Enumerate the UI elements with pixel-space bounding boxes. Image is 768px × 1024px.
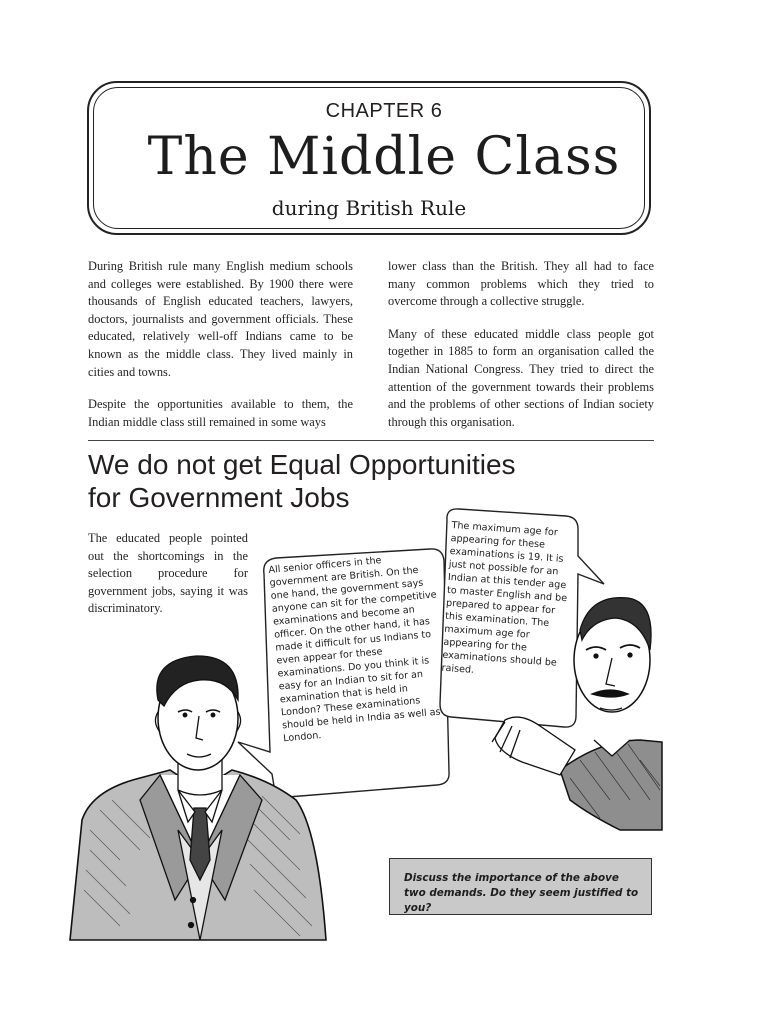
speech-bubble-left-text: All senior officers in the government are British. On the one hand, the government says anyone can sit for the competitive examinations and become an officer. On the other hand, it has made it difficult for us Indians to even appear for these examinations. Do you think it is easy for an Indian to sit for an examination that is held in London? These examinations should be held in India as well as London. — [268, 555, 442, 745]
intro-paragraph: Many of these educated middle class people got together in 1885 to form an organisation called the Indian National Congress. They tried to direct the attention of the government towards their problems and the problems of other sections of Indian society through this organisation. — [388, 326, 654, 429]
section-heading-line: We do not get Equal Opportunities — [88, 449, 516, 480]
intro-paragraph: Despite the opportunities available to them, the Indian middle class still remained in some ways — [88, 397, 353, 429]
page-title: The Middle Class — [147, 127, 621, 187]
speech-bubble-right-text: The maximum age for appearing for these examinations is 19. It is just not possible for an Indian at this tender age to master English and be prepared to appear for this examination. The maximum age for appearing for the examinations should be raised. — [441, 519, 568, 676]
discussion-prompt-box — [389, 858, 652, 915]
chapter-label: CHAPTER 6 — [325, 100, 443, 122]
intro-paragraph: lower class than the British. They all had to face many common problems which they tried to overcome through a collective struggle. — [388, 259, 654, 309]
intro-paragraph: During British rule many English medium schools and colleges were established. By 1900 there were thousands of English educated teachers, lawyers, doctors, journalists and government officials. These educated, relatively well-off Indians came to be known as the middle class. They lived mainly in cities and towns. — [88, 259, 353, 379]
discussion-prompt-text: Discuss the importance of the above two demands. Do they seem justified to you? — [404, 872, 639, 914]
section-intro-text: The educated people pointed out the shortcomings in the selection procedure for government jobs, saying it was discriminatory. — [88, 531, 248, 616]
page-subtitle: during British Rule — [271, 196, 467, 220]
section-heading-line: for Government Jobs — [88, 482, 350, 513]
